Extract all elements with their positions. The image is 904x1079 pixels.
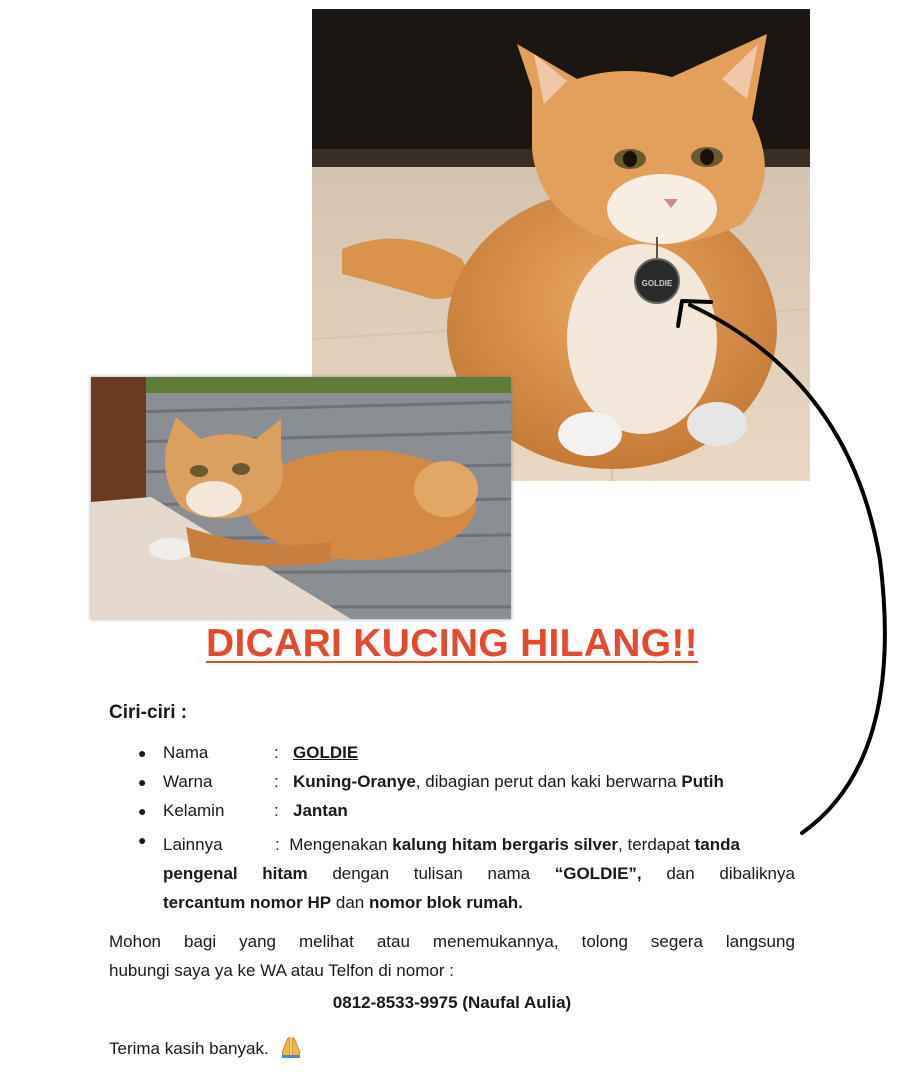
l3a: tercantum nomor HP xyxy=(163,893,332,912)
request-word: segera xyxy=(650,932,703,951)
request-word: langsung xyxy=(725,932,795,951)
lainnya-line-1-text xyxy=(275,830,740,859)
request-word: yang xyxy=(239,932,276,951)
request-word: atau xyxy=(376,932,410,951)
request-line-1 xyxy=(109,927,795,956)
l1d: tanda xyxy=(694,835,740,854)
thanks-text xyxy=(109,1036,303,1063)
item-colon: : xyxy=(274,743,279,762)
l2e: nama xyxy=(487,864,531,883)
request-word: Mohon xyxy=(109,932,161,951)
bullet-icon: ● xyxy=(138,745,147,761)
lainnya-line-3 xyxy=(163,888,795,917)
item-colon: : xyxy=(275,835,280,854)
warna-text: , dibagian perut dan kaki berwarna xyxy=(415,772,682,791)
phone-number: 0812-8533-9975 (Naufal Aulia) xyxy=(332,993,572,1012)
l1a: Mengenakan xyxy=(289,835,388,854)
bullet-icon: ● xyxy=(138,803,147,819)
warna-putih: Putih xyxy=(681,772,724,791)
l2c: dengan xyxy=(332,864,390,883)
item-value-kelamin: Jantan xyxy=(293,801,348,820)
item-value-warna xyxy=(293,772,724,792)
item-label: Nama xyxy=(163,743,209,762)
l3c: nomor blok rumah. xyxy=(368,893,523,912)
request-word: tolong xyxy=(581,932,628,951)
request-word: melihat xyxy=(299,932,354,951)
l1b: kalung hitam bergaris silver xyxy=(392,835,619,854)
request-paragraph xyxy=(109,927,795,985)
ciri-heading: Ciri-ciri : xyxy=(109,702,188,723)
item-value-nama: GOLDIE xyxy=(293,743,359,762)
lainnya-line-1 xyxy=(163,830,795,859)
l2g: dan xyxy=(666,864,695,883)
lainnya-paragraph xyxy=(163,830,795,917)
folded-hands-icon xyxy=(279,1036,303,1063)
item-label: Lainnya xyxy=(163,835,223,854)
l2h: dibaliknya xyxy=(719,864,795,883)
l2f: “GOLDIE”, xyxy=(554,864,642,883)
l2b: hitam xyxy=(262,864,308,883)
warna-main: Kuning-Oranye xyxy=(293,772,416,791)
svg-text:GOLDIE: GOLDIE xyxy=(641,279,673,288)
l2d: tulisan xyxy=(413,864,463,883)
lainnya-line-2 xyxy=(163,859,795,888)
item-label: Kelamin xyxy=(163,801,225,820)
bullet-icon: ● xyxy=(138,832,147,848)
request-word: menemukannya, xyxy=(432,932,559,951)
l2a: pengenal xyxy=(163,864,238,883)
item-label: Warna xyxy=(163,772,213,791)
page-title: DICARI KUCING HILANG!! xyxy=(206,622,698,665)
bullet-icon: ● xyxy=(138,774,147,790)
item-colon: : xyxy=(274,772,279,791)
l3b: dan xyxy=(331,893,369,912)
item-colon: : xyxy=(274,801,279,820)
l1c: , terdapat xyxy=(618,835,690,854)
request-word: bagi xyxy=(183,932,217,951)
thanks-label: Terima kasih banyak. xyxy=(109,1039,269,1058)
request-line-2: hubungi saya ya ke WA atau Telfon di nomor : xyxy=(109,961,454,980)
